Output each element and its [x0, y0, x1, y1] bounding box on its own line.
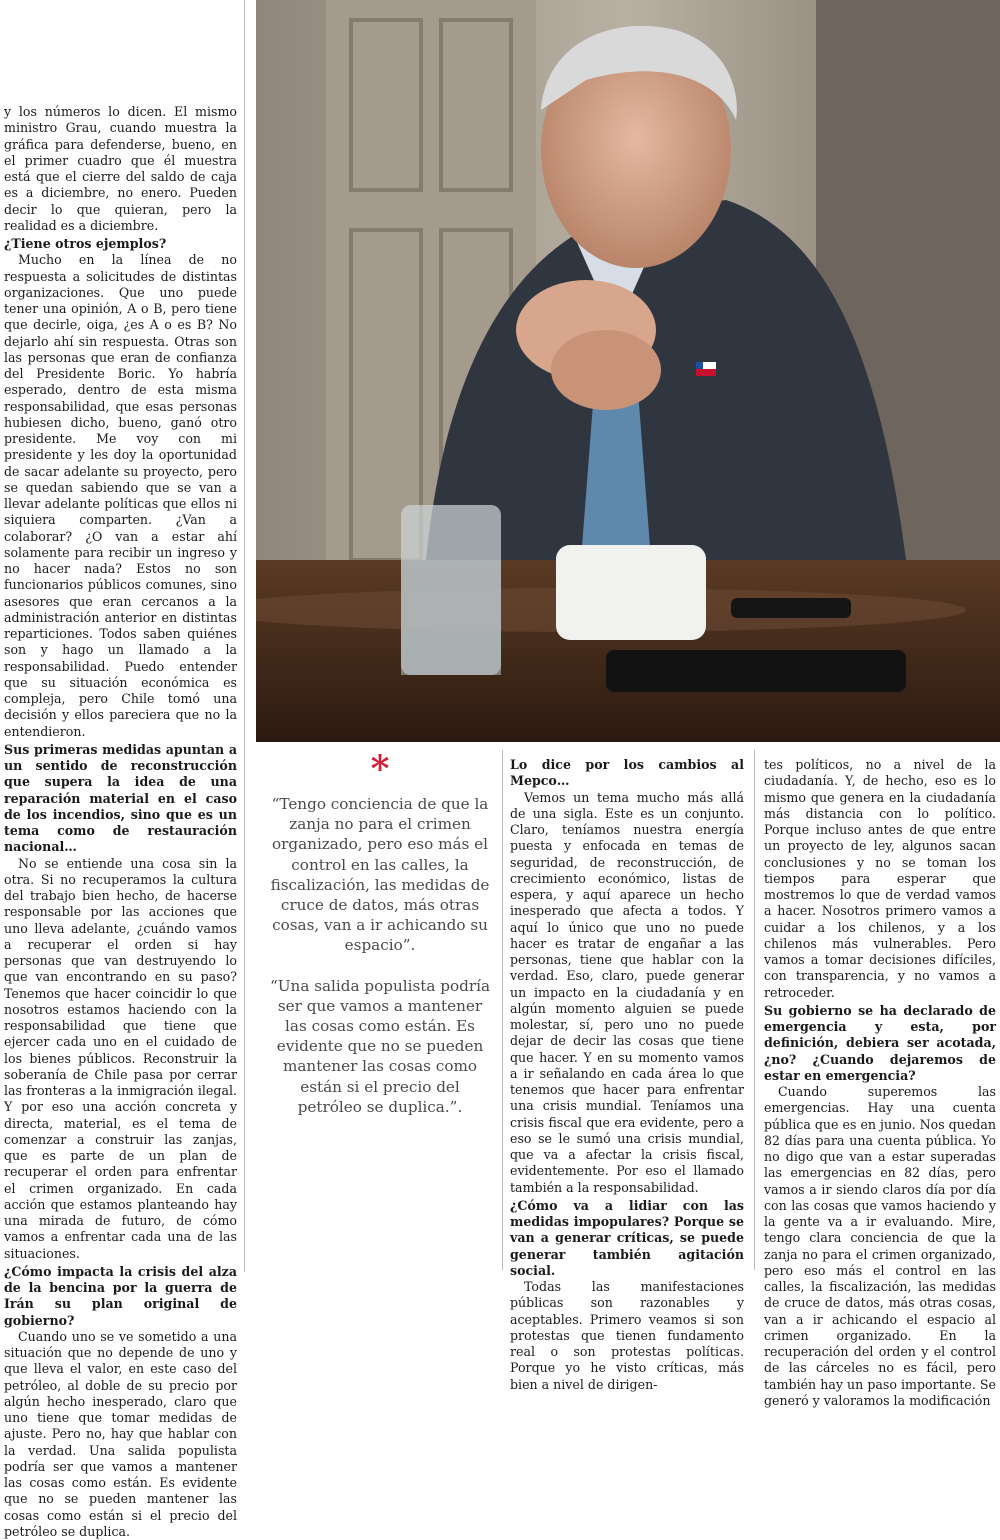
paragraph: No se entiende una cosa sin la otra. Si no recuperamos la cultura del trabajo bien hecho, de hacerse responsable por las acciones que uno lleva adelante, ¿cuándo vamos a recuperar el orden si hay personas que van destruyendo lo que van encontrando en su paso? Tenemos que hacer coincidir lo que nosotros estamos haciendo con la responsabilidad que tiene que ejercer cada uno en el cuidado de los bienes públicos. Reconstruir la soberanía de Chile pasa por cerrar las fronteras a la inmigración ilegal. Y por eso una acción concreta y directa, material, es el tema de comenzar a construir las zanjas, que es parte de un plan de recuperar el orden para enfrentar el crimen organizado. En cada acción que estamos planteando hay una mirada de futuro, de cómo vamos a enfrentar cada una de las situaciones. — [4, 855, 237, 1261]
asterisk-ornament-icon: * — [370, 748, 390, 790]
interview-photo — [256, 0, 1000, 742]
column-rule — [244, 0, 245, 1272]
paragraph: Cuando superemos las emergencias. Hay una cuenta pública que es en junio. Nos quedan 82 días para una cuenta pública. Yo no digo que van a estar superadas las emergencias en 82 días, pero vamos a ir siendo claros día por día con las cosas que vamos haciendo y la gente va a ir evaluando. Mire, tengo clara conciencia de que la zanja no para el crimen organizado, pero eso más el control en las calles, la fiscalización, las medidas de cruce de datos, más otras cosas, van a ir achicando el espacio al crimen organizado. En la recuperación del orden y el control de las cárceles no es fácil, pero también hay un paso importante. Se generó y valoramos la modificación — [764, 1084, 996, 1408]
interview-question: ¿Cómo impacta la crisis del alza de la bencina por la guerra de Irán su plan original de gobierno? — [4, 1263, 237, 1328]
interview-question: ¿Tiene otros ejemplos? — [4, 236, 167, 251]
paragraph: Cuando uno se ve sometido a una situación que no depende de uno y que lleva el valor, en este caso del petróleo, al doble de su precio por algún hecho inesperado, claro que uno tiene que tomar medidas de ajuste. Pero no, hay que hablar con la verdad. Una salida populista podría ser que vamos a mantener las cosas como están. Es evidente que no se pueden mantener las cosas como están si el precio del petróleo se duplica. — [4, 1328, 237, 1539]
paragraph: Vemos un tema mucho más allá de una sigla. Este es un conjunto. Claro, teníamos nuestra energía puesta y enfocada en temas de seguridad, de reconstrucción, de crecimiento económico, listas de espera, y aquí aparece un hecho inesperado que afecta a todos. Y aquí lo único que uno no puede hacer es tratar de engañar a las personas, tiene que hablar con la verdad. Eso, claro, puede generar un impacto en la ciudadanía y en algún momento alguien se puede molestar, sí, pero uno no puede dejar de decir las cosas que tiene que hacer. Y en su momento vamos a ir señalando en cada área lo que tenemos que hacer para enfrentar una crisis mundial. Teníamos una crisis fiscal que era evidente, pero a eso se le sumó una crisis mundial, que va a afectar la crisis fiscal, evidentemente. Por eso el llamado también a la responsabilidad. — [510, 789, 744, 1195]
paragraph: Todas las manifestaciones públicas son razonables y aceptables. Primero veamos si son protestas que tienen fundamento real o son protestas políticas. Porque yo he visto críticas, más bien a nivel de dirigen- — [510, 1279, 744, 1392]
interview-question: Su gobierno se ha declarado de emergencia y esta, por definición, debiera ser acotada, ¿no? ¿Cuando dejaremos de estar en emergencia? — [764, 1002, 996, 1083]
pull-quote — [262, 748, 498, 1137]
paragraph: Mucho en la línea de no respuesta a solicitudes de distintas organizaciones. Que uno puede tener una opinión, A o B, pero tiene que decirle, oiga, ¿es A o es B? No dejarlo ahí sin respuesta. Otras son las personas que eran de confianza del Presidente Boric. Yo habría esperado, dentro de esta misma responsabilidad, que esas personas hubiesen dicho, bueno, ganó otro presidente. Me voy con mi presidente y les doy la oportunidad de sacar adelante su proyecto, pero se quedan sabiendo que se van a llevar adelante políticas que ellos ni siquiera comparten. ¿Van a colaborar? ¿O van a estar ahí solamente para recibir un ingreso y no hacer nada? Estos no son funcionarios públicos comunes, sino asesores que eran cercanos a la administración anterior en distintas reparticiones. Todos saben quiénes son y hago un llamado a la responsabilidad. Puedo entender que su situación económica es compleja, pero Chile tomó una decisión y ellos pareciera que no la entendieron. — [4, 252, 237, 739]
paragraph: tes políticos, no a nivel de la ciudadanía. Y, de hecho, eso es lo mismo que genera en la ciudadanía más distancia con lo político. Porque incluso antes de que entre un proyecto de ley, algunos sacan conclusiones y no se toman los tiempos para esperar que mostremos lo que de verdad vamos a hacer. Nosotros primero vamos a cuidar a los chilenos, y a los chilenos más vulnerables. Pero vamos a tomar decisiones difíciles, con transparencia, y no vamos a retroceder. — [764, 757, 996, 1000]
interview-question: ¿Cómo va a lidiar con las medidas impopulares? Porque se van a generar críticas, se puede generar también agitación social. — [510, 1197, 744, 1278]
photo-portrait-icon — [256, 0, 1000, 742]
article-column-1 — [4, 104, 237, 1540]
pull-quote-2: “Una salida populista podría ser que vamos a mantener las cosas como están. Es evidente que no se pueden mantener las cosas como están si el precio del petróleo se duplica.”. — [269, 976, 491, 1116]
paragraph: y los números lo dicen. El mismo ministro Grau, cuando muestra la gráfica para defenderse, bueno, en el primer cuadro que él muestra está que el cierre del saldo de caja es a diciembre, no enero. Pueden decir lo que quieran, pero la realidad es a diciembre. — [4, 104, 237, 233]
column-rule — [754, 750, 755, 1270]
article-column-3 — [510, 757, 744, 1393]
column-rule — [502, 750, 503, 1270]
article-column-4 — [764, 757, 996, 1409]
pull-quote-1: “Tengo conciencia de que la zanja no para el crimen organizado, pero eso más el control en las calles, la fiscalización, las medidas de cruce de datos, más otras cosas, van a ir achicando su espacio”. — [270, 795, 490, 955]
interview-question: Lo dice por los cambios al Mepco… — [510, 757, 744, 789]
interview-question: Sus primeras medidas apuntan a un sentido de reconstrucción que supera la idea de una reparación material en el caso de los incendios, sino que es un tema como de restauración nacional… — [4, 741, 237, 855]
